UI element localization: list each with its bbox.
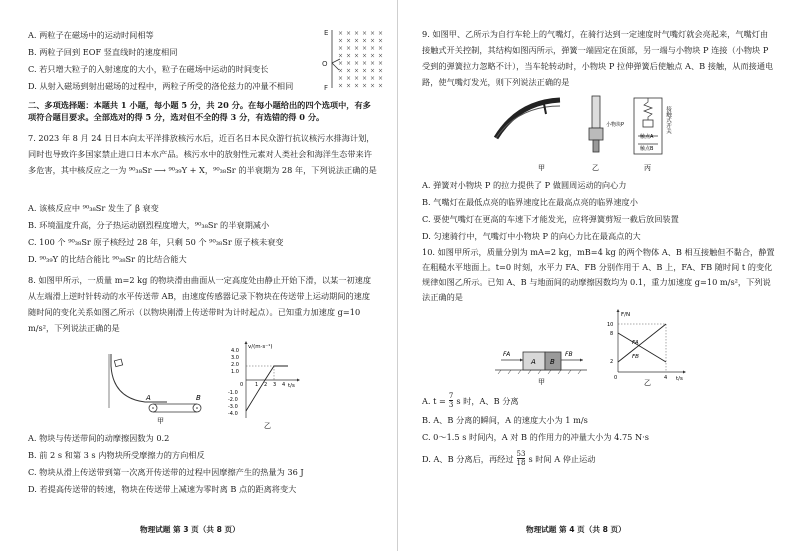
left-page-footer: 物理试题 第 3 页（共 8 页） bbox=[140, 525, 240, 534]
q8-conveyor-figure bbox=[105, 350, 215, 424]
fa-label: FA bbox=[503, 351, 511, 358]
magnetic-field-cross: × bbox=[354, 67, 360, 75]
q10-option-b: B. A、B 分离的瞬间，A 的速度大小为 1 m/s bbox=[422, 415, 588, 425]
magnetic-field-cross: × bbox=[378, 52, 384, 60]
magnetic-field-cross: × bbox=[370, 52, 376, 60]
magnetic-field-cross: × bbox=[338, 52, 344, 60]
q10-graph-x-label: t/s bbox=[676, 376, 683, 382]
q10-force-time-graph bbox=[606, 308, 688, 386]
q9-option-c: C. 要使气嘴灯在更高的车速下才能发光，应将弹簧剪短一截后放回装置 bbox=[422, 214, 679, 224]
point-a-label: A bbox=[146, 394, 151, 402]
y-tick-m4: -4.0 bbox=[228, 411, 238, 417]
q10-fig-yi-caption: 乙 bbox=[644, 379, 651, 386]
x-tick-4: 4 bbox=[282, 382, 286, 388]
y-tick-4: 4.0 bbox=[231, 348, 239, 354]
q7-option-b: B. 环境温度升高，分子热运动剧烈程度增大，⁹⁰₃₈Sr 的半衰期减小 bbox=[28, 220, 270, 230]
q8-option-d: D. 若提高传送带的转速，物块在传送带上减速为零时离 B 点的距离将变大 bbox=[28, 484, 297, 494]
q8-option-a: A. 物块与传送带间的动摩擦因数为 0.2 bbox=[28, 433, 170, 443]
q10-option-c: C. 0～1.5 s 时间内，A 对 B 的作用力的冲量大小为 4.75 N·s bbox=[422, 432, 649, 442]
fig-yi-caption: 乙 bbox=[264, 422, 271, 430]
magnetic-field-cross: × bbox=[378, 45, 384, 52]
magnetic-field-cross: × bbox=[338, 37, 344, 45]
q8-option-b: B. 前 2 s 和第 3 s 内物块所受摩擦力的方向相反 bbox=[28, 450, 205, 460]
magnetic-field-cross: × bbox=[338, 82, 344, 90]
magnetic-field-cross: × bbox=[354, 82, 360, 90]
q9-option-b: B. 气嘴灯在最低点亮的临界速度比在最高点亮的临界速度小 bbox=[422, 197, 638, 207]
magnetic-field-cross: × bbox=[338, 75, 344, 82]
magnetic-field-cross: × bbox=[338, 45, 344, 52]
graph-x-label: t/s bbox=[288, 383, 295, 389]
magnetic-field-cross: × bbox=[362, 75, 368, 82]
magnetic-field-cross: × bbox=[354, 52, 360, 60]
q9-label-block: 小物块P bbox=[606, 122, 625, 128]
q9-label-point-a: 触点A bbox=[640, 134, 654, 140]
q10-option-a-numerator: 7 bbox=[448, 392, 454, 400]
q8-option-c: C. 物块从滑上传送带到第一次离开传送带的过程中因摩擦产生的热量为 36 J bbox=[28, 467, 304, 477]
q9-option-d: D. 匀速骑行中，气嘴灯中小物块 P 的向心力比在最高点的大 bbox=[422, 231, 641, 241]
block-a-label: A bbox=[531, 358, 536, 366]
fb-label: FB bbox=[565, 351, 573, 358]
magnetic-field-cross: × bbox=[346, 60, 352, 67]
magnetic-field-cross: × bbox=[370, 45, 376, 52]
y-tick-m2: -2.0 bbox=[228, 397, 238, 403]
q6-option-b: B. 两粒子回到 EOF 竖直线时的速度相同 bbox=[28, 47, 178, 57]
magnetic-field-cross: × bbox=[378, 60, 384, 67]
magnetic-field-cross: × bbox=[354, 45, 360, 52]
q10-option-a-fraction bbox=[449, 392, 453, 409]
q10-option-a-denominator: 3 bbox=[448, 401, 454, 409]
magnetic-field-cross: × bbox=[362, 67, 368, 75]
q7-option-d: D. ⁹⁰₃₉Y 的比结合能比 ⁹⁰₃₈Sr 的比结合能大 bbox=[28, 254, 187, 264]
magnetic-field-cross: × bbox=[354, 60, 360, 67]
q9-fig-bing-caption: 丙 bbox=[644, 164, 651, 172]
q10-option-a-suffix: s 时，A、B 分离 bbox=[456, 395, 519, 406]
q9-option-a: A. 弹簧对小物块 P 的拉力提供了 P 做圆周运动的向心力 bbox=[422, 180, 627, 190]
q10-option-d-fraction bbox=[517, 450, 526, 467]
section-2-title: 二、多项选择题：本题共 1 小题，每小题 5 分，共 20 分。在每小题给出的四个选项中，有多项符合题目要求。全部选对的得 5 分，选对但不全的得 3 分，有选错的得 0 分。 bbox=[28, 100, 371, 122]
magnetic-field-cross: × bbox=[370, 75, 376, 82]
label-f: F bbox=[324, 84, 329, 92]
q10-option-d bbox=[422, 450, 596, 467]
q6-magnetic-field-figure bbox=[322, 26, 386, 92]
y-tick-0: 0 bbox=[240, 382, 244, 388]
magnetic-field-cross: × bbox=[378, 67, 384, 75]
q10-fa-curve-label: FA bbox=[632, 340, 639, 346]
q10-fb-curve-label: FB bbox=[632, 354, 639, 360]
q10-option-d-numerator: 53 bbox=[516, 450, 526, 458]
magnetic-field-cross: × bbox=[362, 82, 368, 90]
y-tick-2: 2.0 bbox=[231, 362, 239, 368]
magnetic-field-cross: × bbox=[378, 82, 384, 90]
magnetic-field-cross: × bbox=[338, 60, 344, 67]
q10-option-a bbox=[422, 392, 519, 409]
q8-velocity-time-graph bbox=[222, 340, 304, 430]
q7-option-a: A. 该核反应中 ⁹⁰₃₈Sr 发生了 β 衰变 bbox=[28, 203, 159, 213]
magnetic-field-cross: × bbox=[346, 37, 352, 45]
y-tick-3: 3.0 bbox=[231, 355, 239, 361]
magnetic-field-cross: × bbox=[346, 52, 352, 60]
q10-y-tick-10: 10 bbox=[607, 322, 614, 328]
q9-fig-jia-caption: 甲 bbox=[538, 164, 545, 172]
q10-fig-jia-caption: 甲 bbox=[538, 378, 545, 386]
q7-option-c: C. 100 个 ⁹⁰₃₈Sr 原子核经过 28 年，只剩 50 个 ⁹⁰₃₈Sr 原子核未衰变 bbox=[28, 237, 284, 247]
q10-x-tick-0: 0 bbox=[614, 375, 618, 381]
q10-y-tick-8: 8 bbox=[610, 331, 614, 337]
magnetic-field-cross: × bbox=[362, 45, 368, 52]
q10-option-a-prefix: A. t = bbox=[422, 395, 446, 406]
q9-stem: 9. 如图甲、乙所示为自行车轮上的气嘴灯，在骑行达到一定速度时气嘴灯就会亮起来，气嘴灯由接触式开关控制，其结构如图丙所示，弹簧一端固定在顶部，另一端与小物块 P 连接（小物块 P 受到的弹簧拉力忽略不计），当车轮转动时，小物块 P 拉伸弹簧后使触点 A、B 接触，从而接通电路，使气嘴灯发光，则下列说法正确的是 bbox=[422, 29, 774, 87]
q10-option-d-denominator: 18 bbox=[516, 459, 526, 467]
block-b-label: B bbox=[550, 358, 555, 366]
q6-option-d: D. 从射入磁场到射出磁场的过程中，两粒子所受的洛伦兹力的冲量不相同 bbox=[28, 81, 294, 91]
q6-option-a: A. 两粒子在磁场中的运动时间相等 bbox=[28, 30, 154, 40]
x-tick-3: 3 bbox=[273, 382, 277, 388]
magnetic-field-cross: × bbox=[346, 82, 352, 90]
q8-stem: 8. 如图甲所示，一质量 m=2 kg 的物块滑由曲面从一定高度处由静止开始下滑，以某一初速度从左端滑上逆时针转动的水平传送带 AB，由速度传感器记录下物块在传送带上运动期间的速度随时间的变化关系如图乙所示（以物块刚滑上传送带时为计时起点）。已知重力加速度 g=10 m/s²，下列说法正确的是 bbox=[28, 275, 372, 333]
magnetic-field-cross: × bbox=[370, 37, 376, 45]
magnetic-field-cross: × bbox=[362, 52, 368, 60]
y-tick-m1: -1.0 bbox=[228, 390, 238, 396]
right-page-footer: 物理试题 第 4 页（共 8 页） bbox=[526, 525, 626, 534]
magnetic-field-cross: × bbox=[338, 67, 344, 75]
q9-fig-yi-caption: 乙 bbox=[592, 164, 599, 172]
magnetic-field-cross: × bbox=[370, 60, 376, 67]
right-page bbox=[397, 0, 794, 551]
magnetic-field-cross: × bbox=[346, 30, 352, 37]
magnetic-field-cross: × bbox=[346, 45, 352, 52]
magnetic-field-cross: × bbox=[362, 60, 368, 67]
x-tick-2: 2 bbox=[264, 382, 268, 388]
q10-blocks-figure bbox=[493, 342, 589, 386]
x-tick-1: 1 bbox=[255, 382, 259, 388]
q10-x-tick-4: 4 bbox=[664, 375, 668, 381]
magnetic-field-cross: × bbox=[354, 30, 360, 37]
magnetic-field-cross: × bbox=[346, 75, 352, 82]
magnetic-field-cross: × bbox=[370, 67, 376, 75]
q9-label-switch: 接触式开关 bbox=[665, 106, 671, 134]
magnetic-field-cross: × bbox=[370, 82, 376, 90]
magnetic-field-cross: × bbox=[354, 37, 360, 45]
q9-label-point-b: 触点B bbox=[640, 146, 654, 152]
magnetic-field-cross: × bbox=[338, 30, 344, 37]
magnetic-field-cross: × bbox=[346, 67, 352, 75]
q10-graph-y-label: F/N bbox=[621, 312, 631, 318]
label-e: E bbox=[324, 29, 329, 37]
q7-stem: 7. 2023 年 8 月 24 日日本向太平洋排放核污水后，近百名日本民众游行抗议核污水排海计划，同时也导致许多国家禁止进口日本水产品。核污水中的放射性元素对人类社会和海洋生态带来许多危害，其中核反应之一为 ⁹⁰₃₈Sr ⟶ ⁹⁰₃₉Y + X，⁹⁰₃₈Sr 的半衰期为 28 年，下列说法正确的是 bbox=[28, 133, 377, 175]
y-tick-1: 1.0 bbox=[231, 369, 239, 375]
q9-valve-light-figure bbox=[488, 92, 708, 174]
magnetic-field-cross: × bbox=[362, 37, 368, 45]
magnetic-field-cross: × bbox=[370, 30, 376, 37]
q10-option-d-prefix: D. A、B 分离后，再经过 bbox=[422, 453, 514, 464]
magnetic-field-cross: × bbox=[378, 75, 384, 82]
graph-y-label: v/(m·s⁻¹) bbox=[248, 344, 273, 350]
q10-option-d-suffix: s 时间 A 停止运动 bbox=[528, 453, 596, 464]
label-o: O bbox=[322, 60, 328, 68]
q10-y-tick-2: 2 bbox=[610, 359, 614, 365]
magnetic-field-cross: × bbox=[354, 75, 360, 82]
fig-jia-caption: 甲 bbox=[157, 417, 164, 424]
q6-option-c: C. 若只增大粒子的入射速度的大小，粒子在磁场中运动的时间变长 bbox=[28, 64, 269, 74]
magnetic-field-cross: × bbox=[378, 30, 384, 37]
magnetic-field-cross: × bbox=[378, 37, 384, 45]
point-b-label: B bbox=[196, 394, 201, 402]
magnetic-field-cross: × bbox=[362, 30, 368, 37]
y-tick-m3: -3.0 bbox=[228, 404, 238, 410]
q10-stem: 10. 如图甲所示，质量分别为 mA=2 kg，mB=4 kg 的两个物体 A、B 相互接触但不黏合，静置在粗糙水平地面上。t=0 时刻，水平力 FA、FB 分别作用于 A、B 上，FA、FB 随时间 t 的变化规律如图乙所示。已知 A、B 与地面间的动摩擦因数均为 0.1，重力加速度 g=10 m/s²，下列说法正确的是 bbox=[422, 247, 775, 302]
